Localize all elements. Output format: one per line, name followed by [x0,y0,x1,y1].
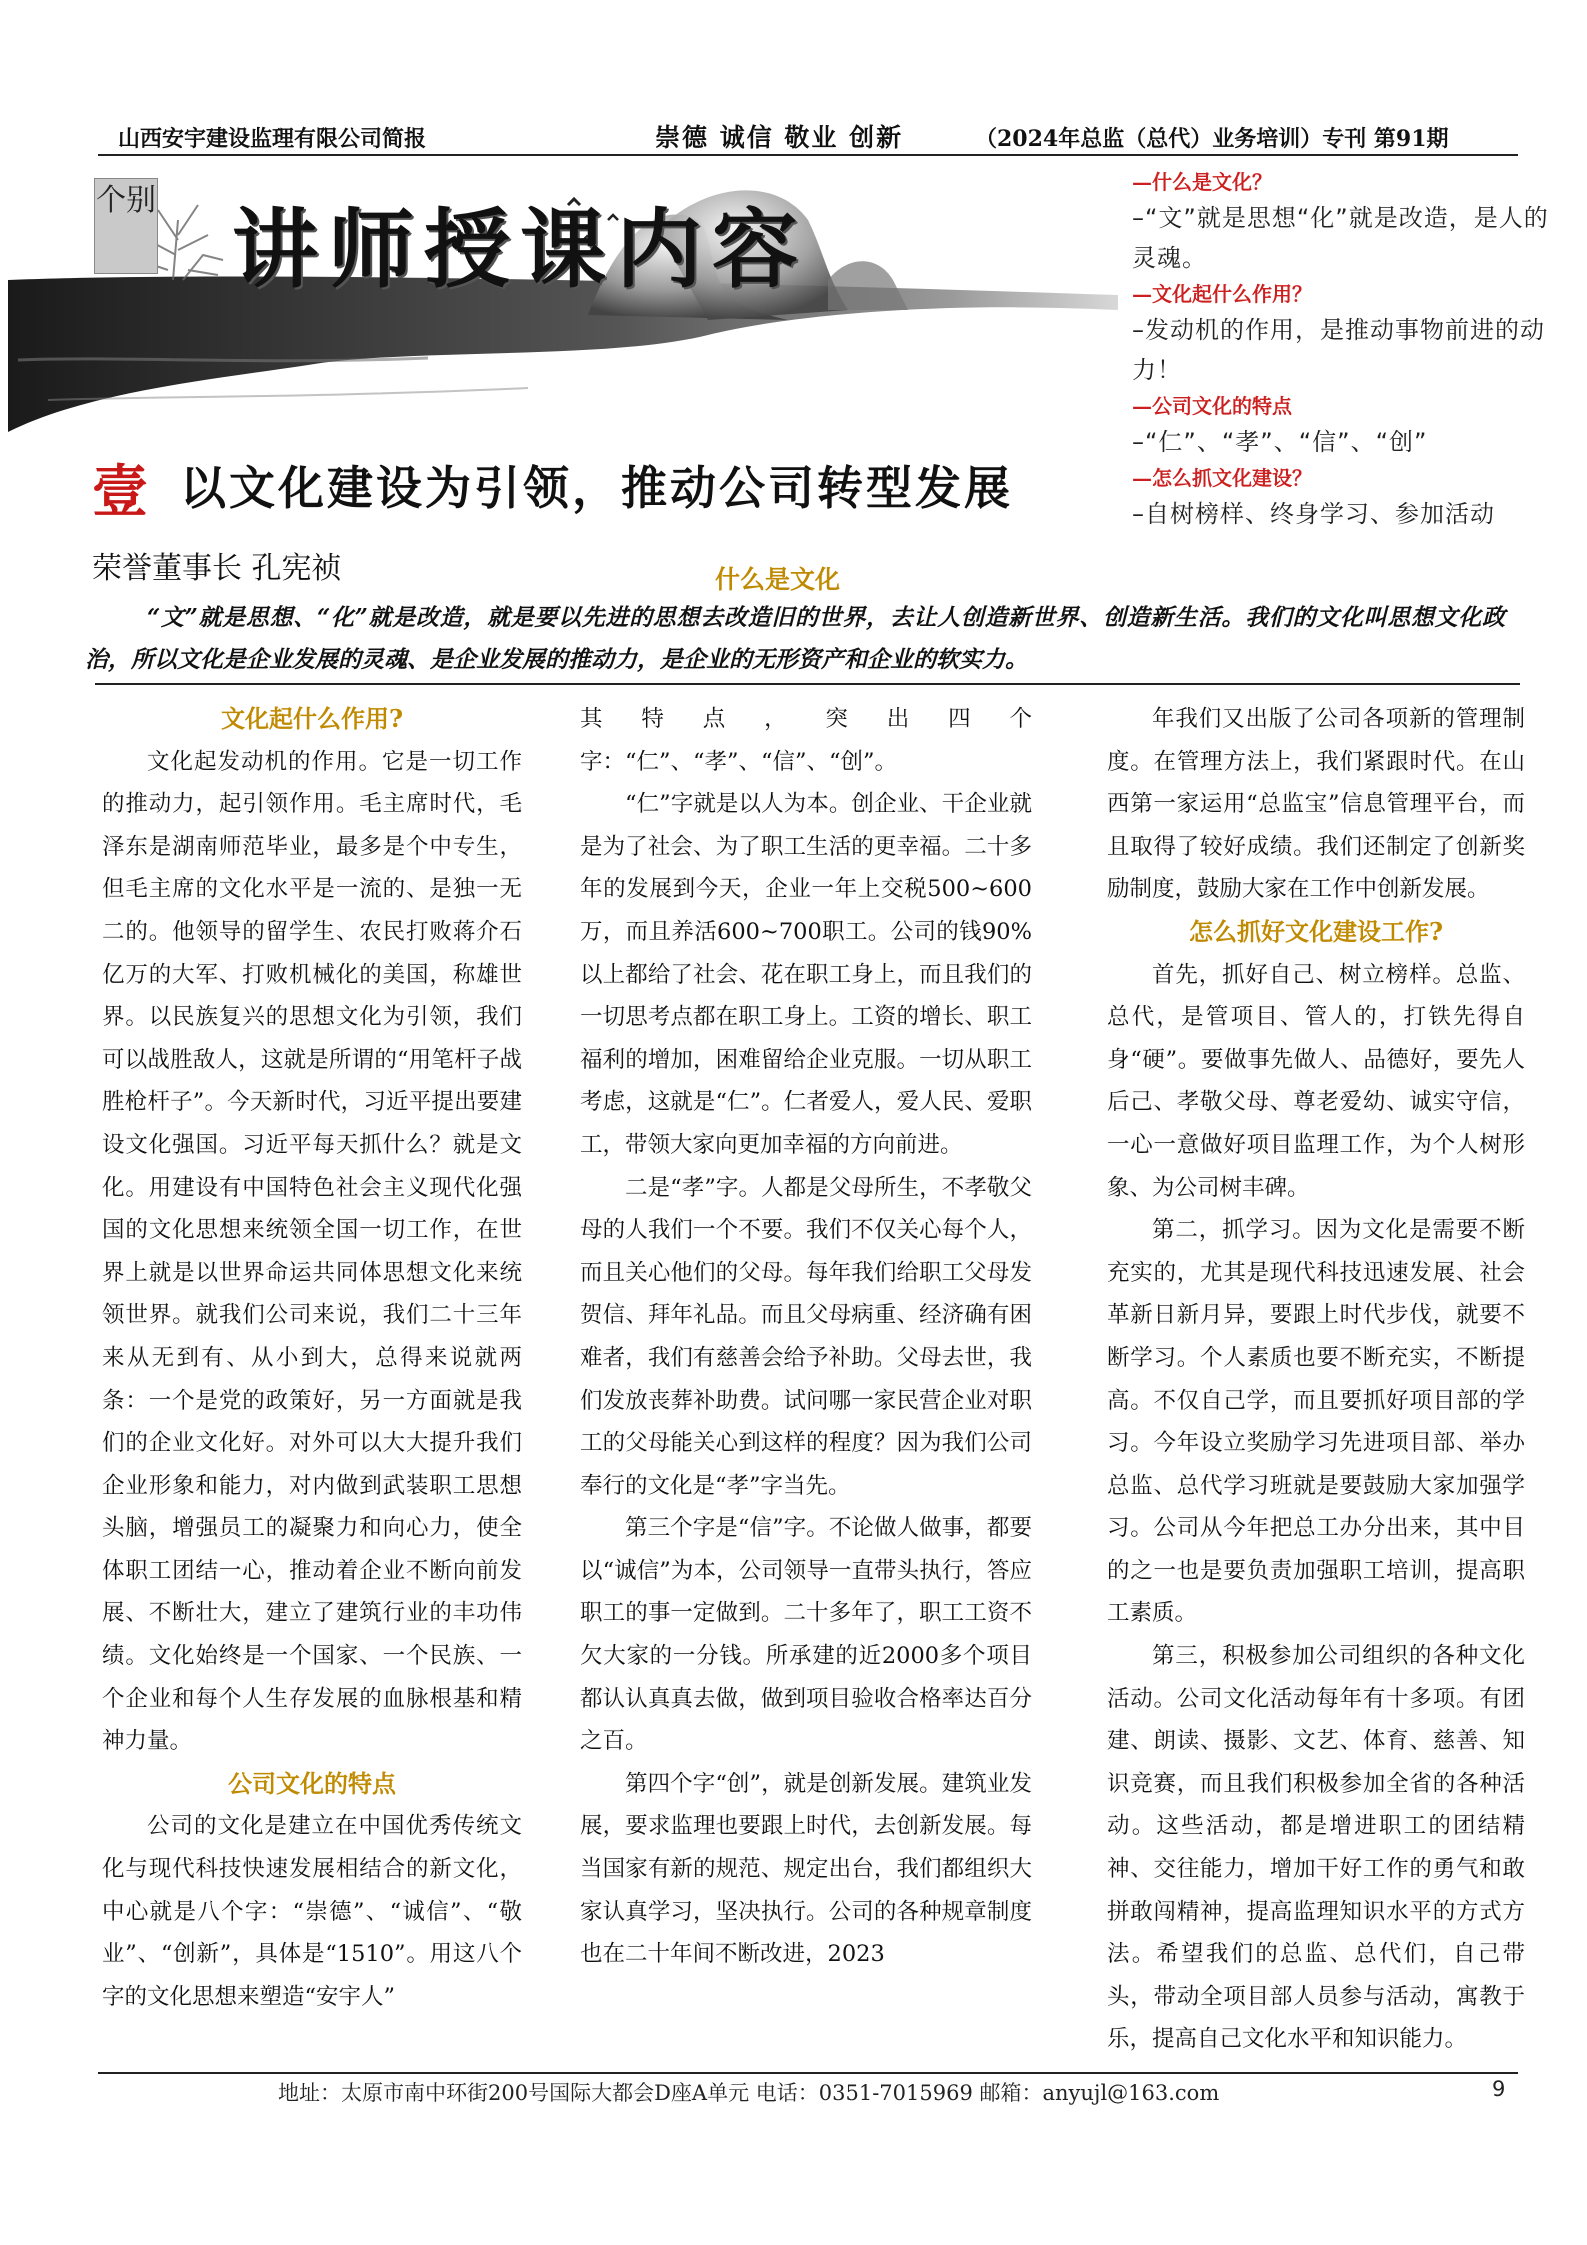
column-badge: 个别 [94,178,158,274]
intro-text: “文”就是思想、“化”就是改造，就是要以先进的思想去改造旧的世界，去让人创造新世界、创造新生活。我们的文化叫思想文化政治，所以文化是企业发展的灵魂、是企业发展的推动力，是企业的无形资产和企业的软实力。 [85,604,1505,673]
banner-title: 讲师授课内容 [232,199,808,300]
paragraph: 公司的文化是建立在中国优秀传统文化与现代科技快速发展相结合的新文化，中心就是八个字：“崇德”、“诚信”、“敬业”、“创新”，具体是“1510”。用这八个字的文化思想来塑造“安宇人” [102,1813,522,2010]
issue-info: （2024年总监（总代）业务培训）专刊 第91期 [975,126,1449,152]
summary-heading-1: —什么是文化？ [1132,170,1272,194]
page-number: 9 [1492,2077,1506,2101]
intro-heading: 什么是文化 [715,565,841,594]
column-1 [102,698,522,2018]
summary-answer-3: –“仁”、“孝”、“信”、“创” [1132,428,1428,456]
header-divider [98,154,1518,156]
paragraph: 第三个字是“信”字。不论做人做事，都要以“诚信”为本，公司领导一直带头执行，答应职工的事一定做到。二十多年了，职工工资不欠大家的一分钱。所承建的近2000多个项目都认认真真去做，做到项目验收合格率达百分之百。 [580,1515,1032,1755]
summary-answer-2: –发动机的作用，是推动事物前进的动力！ [1132,316,1545,384]
paragraph: 二是“孝”字。人都是父母所生，不孝敬父母的人我们一个不要。我们不仅关心每个人，而且关心他们的父母。每年我们给职工父母发贺信、拜年礼品。而且父母病重、经济确有困难者，我们有慈善会给予补助。父母去世，我们发放丧葬补助费。试问哪一家民营企业对职工的父母能关心到这样的程度？因为我们公司奉行的文化是“孝”字当先。 [580,1174,1032,1499]
column-2 [580,698,1032,1976]
company-motto: 崇德 诚信 敬业 创新 [655,123,904,152]
article-author: 荣誉董事长 孔宪祯 [92,551,342,586]
summary-heading-3: —公司文化的特点 [1132,394,1292,418]
summary-heading-2: —文化起什么作用？ [1132,282,1312,306]
summary-sidebar [1132,166,1572,534]
paragraph: 其特点，突出四个字：“仁”、“孝”、“信”、“创”。 [580,706,1032,775]
paragraph: 年我们又出版了公司各项新的管理制度。在管理方法上，我们紧跟时代。在山西第一家运用“总监宝”信息管理平台，而且取得了较好成绩。我们还制定了创新奖励制度，鼓励大家在工作中创新发展。 [1107,706,1525,903]
summary-heading-4: —怎么抓文化建设？ [1132,466,1312,490]
column-3 [1107,698,1525,2061]
section-heading-role: 文化起什么作用? [220,704,404,733]
intro-paragraph [85,597,1505,681]
summary-answer-1: –“文”就是思想“化”就是改造，是人的灵魂。 [1132,204,1549,272]
paragraph: 第二，抓学习。因为文化是需要不断充实的，尤其是现代科技迅速发展、社会革新日新月异，要跟上时代步伐，就要不断学习。个人素质也要不断充实，不断提高。不仅自己学，而且要抓好项目部的学习。今年设立奖励学习先进项目部、举办总监、总代学习班就是要鼓励大家加强学习。公司从今年把总工办分出来，其中目的之一也是要负责加强职工培训，提高职工素质。 [1107,1217,1525,1627]
newsletter-name: 山西安宇建设监理有限公司简报 [118,126,427,152]
footer-contact: 地址：太原市南中环街200号国际大都会D座A单元 电话：0351-7015969 邮箱：anyujl@163.com [278,2081,1220,2105]
summary-answer-4: –自树榜样、终身学习、参加活动 [1132,500,1495,528]
section-heading-features: 公司文化的特点 [228,1768,396,1798]
paragraph: 第三，积极参加公司组织的各种文化活动。公司文化活动每年有十多项。有团建、朗读、摄影、文艺、体育、慈善、知识竞赛，而且我们积极参加全省的各种活动。这些活动，都是增进职工的团结精神、交往能力，增加干好工作的勇气和敢拼敢闯精神，提高监理知识水平的方式方法。希望我们的总监、总代们，自己带头，带动全项目部人员参与活动，寓教于乐，提高自己文化水平和知识能力。 [1107,1643,1525,2053]
paragraph: 首先，抓好自己、树立榜样。总监、总代，是管项目、管人的，打铁先得自身“硬”。要做事先做人、品德好，要先人后己、孝敬父母、尊老爱幼、诚实守信，一心一意做好项目监理工作，为个人树形象、为公司树丰碑。 [1107,961,1525,1201]
paragraph: “仁”字就是以人为本。创企业、干企业就是为了社会、为了职工生活的更幸福。二十多年的发展到今天，企业一年上交税500~600万，而且养活600~700职工。公司的钱90%以上都给了社会、花在职工身上，而且我们的一切思考点都在职工身上。工资的增长、职工福利的增加，困难留给企业克服。一切从职工考虑，这就是“仁”。仁者爱人，爱人民、爱职工，带领大家向更加幸福的方向前进。 [580,791,1032,1158]
article-title: 以文化建设为引领，推动公司转型发展 [180,461,1013,515]
paragraph: 文化起发动机的作用。它是一切工作的推动力，起引领作用。毛主席时代，毛泽东是湖南师范毕业，最多是个中专生，但毛主席的文化水平是一流的、是独一无二的。他领导的留学生、农民打败蒋介石亿万的大军、打败机械化的美国，称雄世界。以民族复兴的思想文化为引领，我们可以战胜敌人，这就是所谓的“用笔杆子战胜枪杆子”。今天新时代，习近平提出要建设文化强国。习近平每天抓什么？就是文化。用建设有中国特色社会主义现代化强国的文化思想来统领全国一切工作，在世界上就是以世界命运共同体思想文化来统领世界。就我们公司来说，我们二十三年来从无到有、从小到大，总得来说就两条：一个是党的政策好，另一方面就是我们的企业文化好。对外可以大大提升我们企业形象和能力，对内做到武装职工思想头脑，增强员工的凝聚力和向心力，使全体职工团结一心，推动着企业不断向前发展、不断壮大，建立了建筑行业的丰功伟绩。文化始终是一个国家、一个民族、一个企业和每个人生存发展的血脉根基和精神力量。 [102,748,522,1755]
paragraph: 第四个字“创”，就是创新发展。建筑业发展，要求监理也要跟上时代，去创新发展。每当国家有新的规范、规定出台，我们都组织大家认真学习，坚决执行。公司的各种规章制度也在二十年间不断改进，2023 [580,1770,1032,1968]
section-heading-how: 怎么抓好文化建设工作? [1188,916,1444,946]
article-number: 壹 [92,459,148,525]
footer-divider [98,2072,1518,2074]
intro-divider [95,683,1520,685]
